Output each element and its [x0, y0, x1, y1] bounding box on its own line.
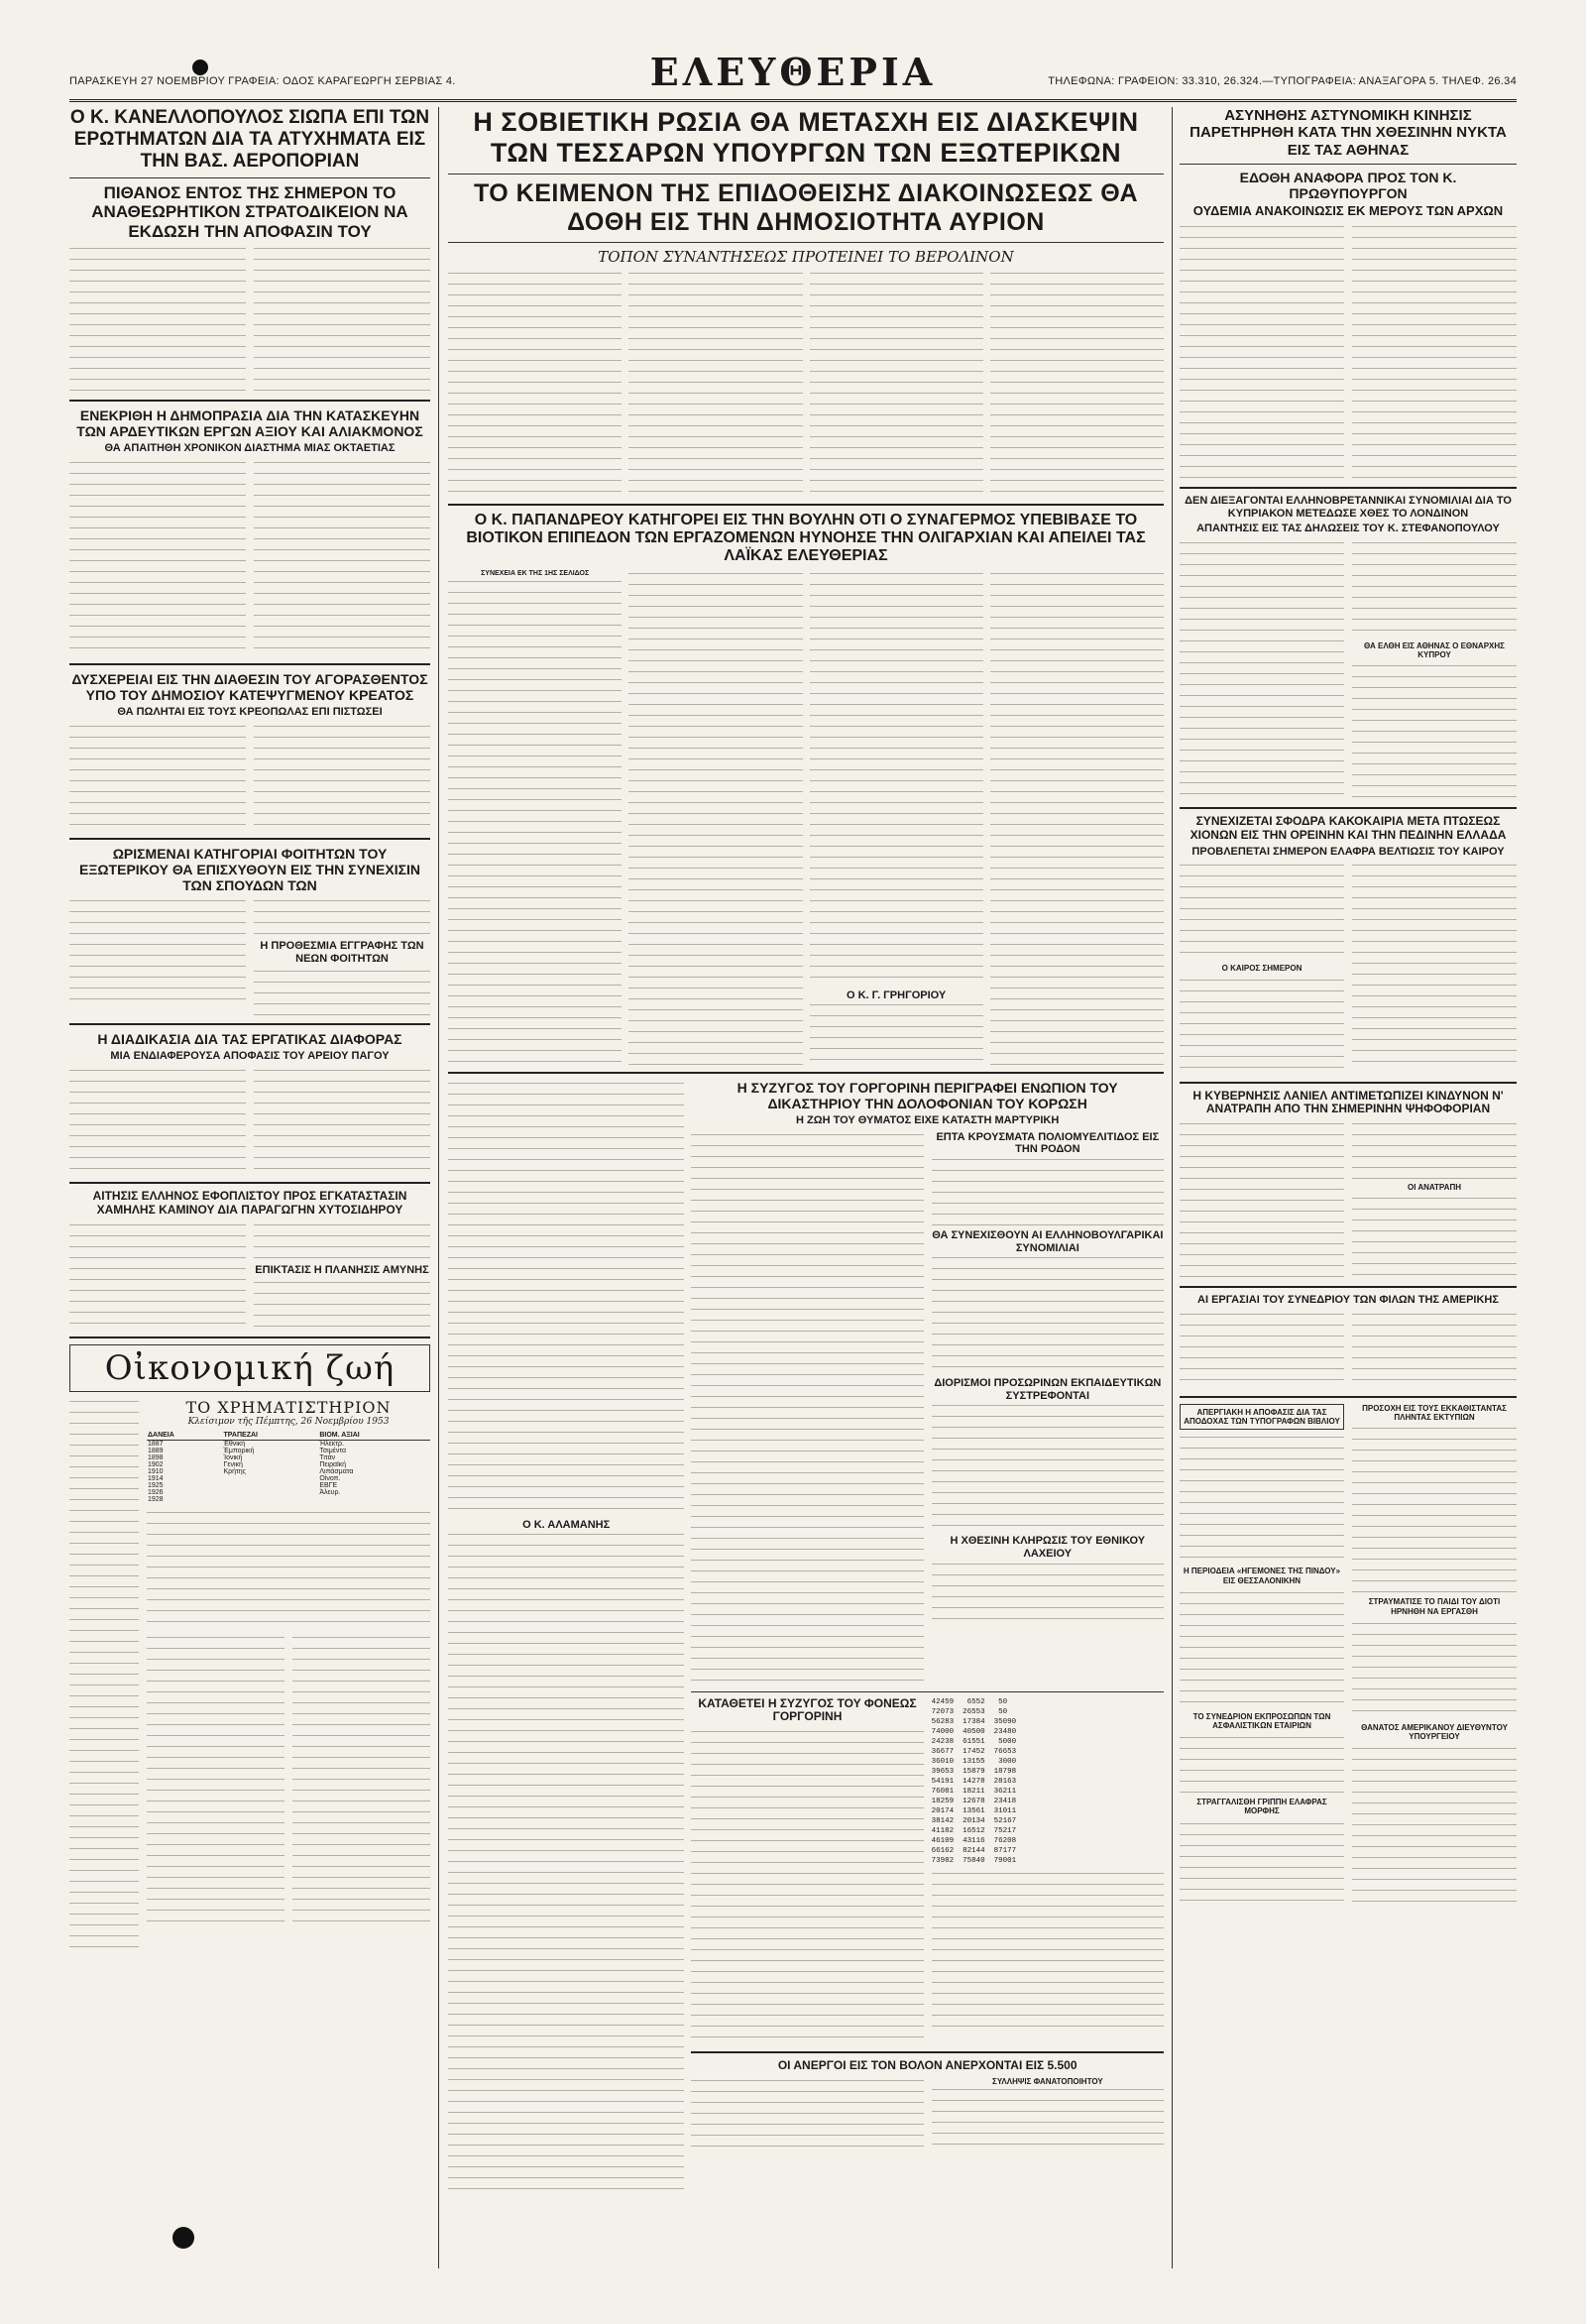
economic-section [69, 1344, 430, 1392]
headline-cyprus: ΔΕΝ ΔΙΕΞΑΓΟΝΤΑΙ ΕΛΛΗΝΟΒΡΕΤΑΝΝΙΚΑΙ ΣΥΝΟΜΙΛΙΑΙ ΔΙΑ ΤΟ ΚΥΠΡΙΑΚΟΝ ΜΕΤΕΔΩΣΕ ΧΘΕΣ ΤΟ ΛΟΝΔΙΝΟΝ [1185, 494, 1512, 520]
article-text [448, 578, 622, 1064]
article-text [1352, 1425, 1517, 1593]
table-cell: 1910 [148, 1467, 164, 1475]
table-cell: Τιτάν [319, 1453, 336, 1461]
subheadline-berlin: ΤΟΠΟΝ ΣΥΝΑΝΤΗΣΕΩΣ ΠΡΟΤΕΙΝΕΙ ΤΟ ΒΕΡΟΛΙΝΟΝ [598, 247, 1014, 266]
table-cell: Γενική [223, 1460, 243, 1468]
subheadline-court: ΠΙΘΑΝΟΣ ΕΝΤΟΣ ΤΗΣ ΣΗΜΕΡΟΝ ΤΟ ΑΝΑΘΕΩΡΗΤΙΚΟΝ ΣΤΡΑΤΟΔΙΚΕΙΟΝ ΝΑ ΕΚΔΩΣΗ ΤΗΝ ΑΠΟΦΑΣΙΝ ΤΟΥ [91, 182, 408, 241]
headline-students: ΩΡΙΣΜΕΝΑΙ ΚΑΤΗΓΟΡΙΑΙ ΦΟΙΤΗΤΩΝ ΤΟΥ ΕΞΩΤΕΡΙΚΟΥ ΘΑ ΕΠΙΣΧΥΘΟΥΝ ΕΙΣ ΤΗΝ ΣΥΝΕΧΙΣΙΝ ΤΩΝ ΣΠΟΥΔΩΝ ΤΩΝ [78, 845, 420, 894]
article-text [69, 1398, 139, 1953]
article-text [1352, 539, 1517, 639]
headline-irrigation: ΕΝΕΚΡΙΘΗ Η ΔΗΜΟΠΡΑΣΙΑ ΔΙΑ ΤΗΝ ΚΑΤΑΣΚΕΥΗΝ ΤΩΝ ΑΡΔΕΥΤΙΚΩΝ ΕΡΓΩΝ ΑΞΙΟΥ ΚΑΙ ΑΛΙΑΚΜΟΝΟΣ [76, 407, 423, 440]
table-cell: ΕΒΓΕ [319, 1481, 338, 1489]
laniel-subhead: ΟΙ ΑΝΑΤΡΑΠΗ [1408, 1183, 1461, 1193]
article-text [691, 1131, 923, 1686]
headline-pindos: Η ΠΕΡΙΟΔΕΙΑ «ΗΓΕΜΟΝΕΣ ΤΗΣ ΠΙΝΔΟΥ» ΕΙΣ ΘΕΣΣΑΛΟΝΙΚΗΝ [1183, 1567, 1341, 1585]
table-header: ΤΡΑΠΕΖΑΙ [222, 1431, 318, 1441]
table-cell: 1928 [148, 1495, 164, 1503]
left-column [69, 107, 430, 1953]
table-cell: Οἰνοπ. [319, 1474, 341, 1482]
headline-american-death: ΘΑΝΑΤΟΣ ΑΜΕΡΙΚΑΝΟΥ ΔΙΕΥΘΥΝΤΟΥ ΥΠΟΥΡΓΕΙΟΥ [1361, 1722, 1508, 1741]
masthead-date-line: ΠΑΡΑΣΚΕΥΗ 27 ΝΟΕΜΒΡΙΟΥ ΓΡΑΦΕΙΑ: ΟΔΟΣ ΚΑΡΑΓΕΩΡΓΗ ΣΕΡΒΙΑΣ 4. [69, 75, 456, 87]
article-text [1180, 1434, 1344, 1563]
table-cell: Ἰονική [223, 1453, 243, 1461]
article-text [69, 897, 246, 1006]
headline-flu: ΣΤΡΑΓΓΑΛΙΣΘΗ ΓΡΙΠΠΗ ΕΛΑΦΡΑΣ ΜΟΡΦΗΣ [1196, 1798, 1327, 1816]
table-cell: Κρήτης [223, 1467, 247, 1475]
article-text [292, 1634, 430, 1931]
article-text [254, 1221, 430, 1261]
article-text [1352, 1195, 1517, 1280]
article-text [69, 1221, 246, 1331]
article-text [1180, 977, 1344, 1076]
newspaper-title: ΕΛΕΥΘΕΡΙΑ [649, 50, 937, 94]
article-text [69, 245, 246, 394]
article-text [628, 570, 802, 1066]
continuation-label: ΣΥΝΕΧΕΙΑ ΕΚ ΤΗΣ 1ΗΣ ΣΕΛΙΔΟΣ [481, 569, 590, 577]
headline-papandreou: Ο Κ. ΠΑΠΑΝΔΡΕΟΥ ΚΑΤΗΓΟΡΕΙ ΕΙΣ ΤΗΝ ΒΟΥΛΗΝ ΟΤΙ Ο ΣΥΝΑΓΕΡΜΟΣ ΥΠΕΒΙΒΑΣΕ ΤΟ ΒΙΟΤΙΚΟΝ ΕΠΙΠΕΔΟΝ ΤΩΝ ΕΡΓΑΖΟΜΕΝΩΝ ΗΥΝΟΗΣΕ ΤΗΝ ΟΛΙΓΑΡΧΙΑΝ ΚΑΙ ΑΠΕΙΛΕΙ ΤΑΣ ΛΑΪΚΑΣ ΕΛΕΥΘΕΡΙΑΣ [466, 511, 1146, 565]
ink-blot [192, 59, 208, 75]
article-text [932, 1870, 1164, 2029]
article-text [69, 459, 246, 657]
headline-bad-weather: ΣΥΝΕΧΙΖΕΤΑΙ ΣΦΟΔΡΑ ΚΑΚΟΚΑΙΡΙΑ ΜΕΤΑ ΠΤΩΣΕΩΣ ΧΙΟΝΩΝ ΕΙΣ ΤΗΝ ΟΡΕΙΝΗΝ ΚΑΙ ΤΗΝ ΠΕΔΙΝΗΝ ΕΛΛΑΔΑ [1190, 814, 1507, 842]
byline-alamanis: Ο Κ. ΑΛΑΜΑΝΗΣ [522, 1518, 611, 1531]
article-text [810, 1001, 983, 1061]
table-cell: 1902 [148, 1460, 164, 1468]
table-cell: Ἐθνική [223, 1440, 246, 1448]
article-text [1352, 662, 1517, 801]
article-text [254, 1279, 430, 1329]
headline-warning-printers: ΠΡΟΣΟΧΗ ΕΙΣ ΤΟΥΣ ΕΚΚΑΘΙΣΤΑΝΤΑΣ ΠΛΗΝΤΑΣ ΕΚΤΥΠΙΩΝ [1362, 1404, 1507, 1423]
article-text [1180, 1820, 1344, 1910]
headline-soviet-russia: Η ΣΟΒΙΕΤΙΚΗ ΡΩΣΙΑ ΘΑ ΜΕΤΑΣΧΗ ΕΙΣ ΔΙΑΣΚΕΨΙΝ ΤΩΝ ΤΕΣΣΑΡΩΝ ΥΠΟΥΡΓΩΝ ΤΩΝ ΕΞΩΤΕΡΙΚΩΝ [473, 107, 1139, 169]
article-text [1180, 1589, 1344, 1708]
headline-frozen-meat: ΔΥΣΧΕΡΕΙΑΙ ΕΙΣ ΤΗΝ ΔΙΑΘΕΣΙΝ ΤΟΥ ΑΓΟΡΑΣΘΕΝΤΟΣ ΥΠΟ ΤΟΥ ΔΗΜΟΣΙΟΥ ΚΑΤΕΨΥΓΜΕΝΟΥ ΚΡΕΑΤΟΣ [71, 671, 428, 704]
article-text [932, 1402, 1164, 1531]
subheadline-stefanopoulos: ΑΠΑΝΤΗΣΙΣ ΕΙΣ ΤΑΣ ΔΗΛΩΣΕΙΣ ΤΟΥ Κ. ΣΤΕΦΑΝΟΠΟΥΛΟΥ [1196, 523, 1500, 535]
stock-table [147, 1431, 430, 1503]
article-text [932, 1561, 1164, 1620]
article-text [691, 2077, 923, 2156]
subheadline-irrigation: ΘΑ ΑΠΑΙΤΗΘΗ ΧΡΟΝΙΚΟΝ ΔΙΑΣΤΗΜΑ ΜΙΑΣ ΟΚΤΑΕΤΙΑΣ [104, 442, 396, 455]
table-header: ΔΑΝΕΙΑ [147, 1431, 222, 1441]
headline-labor-disputes: Η ΔΙΑΔΙΚΑΣΙΑ ΔΙΑ ΤΑΣ ΕΡΓΑΤΙΚΑΣ ΔΙΑΦΟΡΑΣ [97, 1031, 402, 1048]
article-text [810, 570, 983, 987]
center-column [448, 107, 1164, 2195]
headline-polio-rhodes: ΕΠΤΑ ΚΡΟΥΣΜΑΤΑ ΠΟΛΙΟΜΥΕΛΙΤΙΔΟΣ ΕΙΣ ΤΗΝ ΡΟΔΟΝ [936, 1130, 1160, 1156]
table-cell: 1926 [148, 1488, 164, 1496]
article-text [1352, 223, 1517, 481]
lottery-numbers: 42459 6552 50 72073 26553 50 56283 17384 35090 74000 40500 23480 24238 61551 5000 36677 17452 76653 36010 13155 3000 39653 15879 18798 54191 14278 28163 76081 18211 36211 18259 12678 23418 20174 13561 31011 38142 20134 52167 41182 16512 75217 46109 43116 76208 66162 82144 87177 73982 75840 79001 [931, 1697, 1017, 1865]
right-column [1180, 107, 1517, 1910]
headline-kanellopoulos: Ο Κ. ΚΑΝΕΛΛΟΠΟΥΛΟΣ ΣΙΩΠΑ ΕΠΙ ΤΩΝ ΕΡΩΤΗΜΑΤΩΝ ΔΙΑ ΤΑ ΑΤΥΧΗΜΑΤΑ ΕΙΣ ΤΗΝ ΒΑΣ. ΑΕΡΟΠΟΡΙΑΝ [69, 107, 430, 172]
article-text [810, 270, 983, 498]
article-text [254, 968, 430, 1017]
masthead [69, 50, 1517, 102]
article-text [448, 270, 622, 498]
article-text [254, 459, 430, 657]
article-text [254, 245, 430, 394]
article-text [1180, 862, 1344, 961]
byline-grigoriou: Ο Κ. Γ. ΓΡΗΓΟΡΙΟΥ [847, 988, 947, 1001]
table-cell: Ἠλεκτρ. [319, 1440, 344, 1448]
subheadline-registration: Η ΠΡΟΘΕΣΜΙΑ ΕΓΓΡΑΦΗΣ ΤΩΝ ΝΕΩΝ ΦΟΙΤΗΤΩΝ [260, 940, 424, 965]
headline-gorgorinis: Η ΣΥΖΥΓΟΣ ΤΟΥ ΓΟΡΓΟΡΙΝΗ ΠΕΡΙΓΡΑΦΕΙ ΕΝΩΠΙΟΝ ΤΟΥ ΔΙΚΑΣΤΗΡΙΟΥ ΤΗΝ ΔΟΛΟΦΟΝΙΑΝ ΤΟΥ ΚΟΡΩΣΗ [736, 1079, 1118, 1111]
headline-printers-strike: ΑΠΕΡΓΙΑΚΗ Η ΑΠΟΦΑΣΙΣ ΔΙΑ ΤΑΣ ΑΠΟΔΟΧΑΣ ΤΩΝ ΤΥΠΟΓΡΑΦΩΝ ΒΙΒΛΙΟΥ [1184, 1408, 1340, 1427]
economic-section-title: Οἰκονομική ζωή [104, 1347, 396, 1388]
table-cell: Τσιμέντα [319, 1447, 347, 1454]
table-cell: 1887 [148, 1440, 164, 1448]
subheadline-report: ΕΔΟΘΗ ΑΝΑΦΟΡΑ ΠΡΟΣ ΤΟΝ Κ. ΠΡΩΘΥΠΟΥΡΓΟΝ [1239, 169, 1457, 201]
subheadline-frozen-meat: ΘΑ ΠΩΛΗΤΑΙ ΕΙΣ ΤΟΥΣ ΚΡΕΟΠΩΛΑΣ ΕΠΙ ΠΙΣΤΩΣΕΙ [117, 706, 383, 719]
headline-lottery: Η ΧΘΕΣΙΝΗ ΚΛΗΡΩΣΙΣ ΤΟΥ ΕΘΝΙΚΟΥ ΛΑΧΕΙΟΥ [950, 1535, 1146, 1561]
table-cell: Πειραϊκή [319, 1460, 347, 1468]
headline-unemployed-volos: ΟΙ ΑΝΕΡΓΟΙ ΕΙΣ ΤΟΝ ΒΟΛΟΝ ΑΝΕΡΧΟΝΤΑΙ ΕΙΣ 5.500 [777, 2058, 1077, 2073]
headline-insurance-congress: ΤΟ ΣΥΝΕΔΡΙΟΝ ΕΚΠΡΟΣΩΠΩΝ ΤΩΝ ΑΣΦΑΛΙΣΤΙΚΩΝ ΕΤΑΙΡΙΩΝ [1192, 1711, 1331, 1730]
article-text [1352, 1620, 1517, 1719]
subheadline-areios-pagos: ΜΙΑ ΕΝΔΙΑΦΕΡΟΥΣΑ ΑΠΟΦΑΣΙΣ ΤΟΥ ΑΡΕΙΟΥ ΠΑΓΟΥ [110, 1050, 390, 1063]
article-text [69, 723, 246, 832]
article-text [254, 897, 430, 937]
article-text [932, 1254, 1164, 1373]
table-cell: 1898 [148, 1453, 164, 1461]
table-header: ΒΙΟΜ. ΑΞΙΑΙ [318, 1431, 430, 1441]
weather-today-label: Ο ΚΑΙΡΟΣ ΣΗΜΕΡΟΝ [1221, 964, 1303, 974]
article-text [628, 270, 802, 498]
article-text [448, 1531, 684, 2195]
ink-blot [172, 2227, 194, 2249]
article-text [1180, 1734, 1344, 1794]
article-text [147, 1634, 284, 1931]
article-text [448, 1080, 684, 1516]
article-text [932, 1156, 1164, 1225]
headline-arrest: ΣΥΛΛΗΨΙΣ ΦΑΝΑΤΟΠΟΙΗΤΟΥ [992, 2076, 1103, 2086]
subheadline-no-announcement: ΟΥΔΕΜΙΑ ΑΝΑΚΟΙΝΩΣΙΣ ΕΚ ΜΕΡΟΥΣ ΤΩΝ ΑΡΧΩΝ [1192, 202, 1504, 218]
headline-wife-testifies: ΚΑΤΑΘΕΤΕΙ Η ΣΥΖΥΓΟΣ ΤΟΥ ΦΟΝΕΩΣ ΓΟΡΓΟΡΙΝΗ [698, 1695, 917, 1724]
article-text [254, 723, 430, 832]
column-divider [438, 107, 439, 2268]
subheadline-defense: ΕΠΙΚΤΑΣΙΣ Η ΠΛΑΝΗΣΙΣ ΑΜΥΝΗΣ [255, 1263, 429, 1276]
article-text [932, 2086, 1164, 2151]
article-text [1352, 862, 1517, 1070]
table-cell: Λιπάσματα [319, 1467, 354, 1475]
article-text [1352, 1311, 1517, 1390]
article-text [691, 1728, 923, 2045]
subheadline-martyrdom: Η ΖΩΗ ΤΟΥ ΘΥΜΑΤΟΣ ΕΙΧΕ ΚΑΤΑΣΤΗ ΜΑΡΤΥΡΙΚΗ [796, 1113, 1060, 1126]
market-date: Κλείσιμον τῆς Πέμπτης, 26 Νοεμβρίου 1953 [187, 1416, 390, 1427]
table-cell: Ἐμπορική [223, 1447, 255, 1454]
market-title: ΤΟ ΧΡΗΜΑΤΙΣΤΗΡΙΟΝ [185, 1397, 392, 1417]
article-text [1352, 1120, 1517, 1180]
article-text [1352, 1745, 1517, 1904]
article-text [1180, 1120, 1344, 1279]
column-divider [1172, 107, 1173, 2268]
article-text [147, 1509, 430, 1628]
table-cell: 1889 [148, 1447, 164, 1454]
headline-friends-of-america: ΑΙ ΕΡΓΑΣΙΑΙ ΤΟΥ ΣΥΝΕΔΡΙΟΥ ΤΩΝ ΦΙΛΩΝ ΤΗΣ ΑΜΕΡΙΚΗΣ [1197, 1294, 1499, 1307]
strike-box [1180, 1404, 1344, 1430]
article-text [990, 270, 1164, 498]
article-text [990, 570, 1164, 1066]
headline-greek-bulgarian: ΘΑ ΣΥΝΕΧΙΣΘΟΥΝ ΑΙ ΕΛΛΗΝΟΒΟΥΛΓΑΡΙΚΑΙ ΣΥΝΟΜΙΛΙΑΙ [932, 1228, 1164, 1254]
headline-child-injured: ΣΤΡΑΥΜΑΤΙΣΕ ΤΟ ΠΑΙΔΙ ΤΟΥ ΔΙΟΤΙ ΗΡΝΗΘΗ ΝΑ ΕΡΓΑΣΘΗ [1368, 1597, 1501, 1616]
headline-teachers: ΔΙΟΡΙΣΜΟΙ ΠΡΟΣΩΡΙΝΩΝ ΕΚΠΑΙΔΕΥΤΙΚΩΝ ΣΥΣΤΡΕΦΟΝΤΑΙ [934, 1377, 1162, 1402]
article-text [254, 1067, 430, 1176]
subheadline-note-text: ΤΟ ΚΕΙΜΕΝΟΝ ΤΗΣ ΕΠΙΔΟΘΕΙΣΗΣ ΔΙΑΚΟΙΝΩΣΕΩΣ ΘΑ ΔΟΘΗ ΕΙΣ ΤΗΝ ΔΗΜΟΣΙΟΤΗΤΑ ΑΥΡΙΟΝ [473, 179, 1139, 236]
article-text [1180, 223, 1344, 481]
table-cell: 1925 [148, 1481, 164, 1489]
headline-police-activity: ΑΣΥΝΗΘΗΣ ΑΣΤΥΝΟΜΙΚΗ ΚΙΝΗΣΙΣ ΠΑΡΕΤΗΡΗΘΗ ΚΑΤΑ ΤΗΝ ΧΘΕΣΙΝΗΝ ΝΥΚΤΑ ΕΙΣ ΤΑΣ ΑΘΗΝΑΣ [1190, 107, 1507, 159]
headline-shipowner: ΑΙΤΗΣΙΣ ΕΛΛΗΝΟΣ ΕΦΟΠΛΙΣΤΟΥ ΠΡΟΣ ΕΓΚΑΤΑΣΤΑΣΙΝ ΧΑΜΗΛΗΣ ΚΑΜΙΝΟΥ ΔΙΑ ΠΑΡΑΓΩΓΗΝ ΧΥΤΟΣΙΔΗΡΟΥ [92, 1189, 407, 1217]
article-text [1180, 1311, 1344, 1390]
table-cell: 1914 [148, 1474, 164, 1482]
table-cell: Ἀλευρ. [319, 1488, 341, 1496]
subheadline-weather-improvement: ΠΡΟΒΛΕΠΕΤΑΙ ΣΗΜΕΡΟΝ ΕΛΑΦΡΑ ΒΕΛΤΙΩΣΙΣ ΤΟΥ ΚΑΙΡΟΥ [1191, 845, 1505, 858]
subheadline-ethnarch: ΘΑ ΕΛΘΗ ΕΙΣ ΑΘΗΝΑΣ Ο ΕΘΝΑΡΧΗΣ ΚΥΠΡΟΥ [1364, 640, 1505, 659]
article-text [69, 1067, 246, 1176]
masthead-contact-line: ΤΗΛΕΦΩΝΑ: ΓΡΑΦΕΙΟΝ: 33.310, 26.324.—ΤΥΠΟΓΡΑΦΕΙΑ: ΑΝΑΞΑΓΟΡΑ 5. ΤΗΛΕΦ. 26.34 [1048, 75, 1517, 87]
newspaper-page [69, 50, 1517, 2280]
headline-laniel: Η ΚΥΒΕΡΝΗΣΙΣ ΛΑΝΙΕΛ ΑΝΤΙΜΕΤΩΠΙΖΕΙ ΚΙΝΔΥΝΟΝ Ν' ΑΝΑΤΡΑΠΗ ΑΠΟ ΤΗΝ ΣΗΜΕΡΙΝΗΝ ΨΗΦΟΦΟΡΙΑΝ [1192, 1088, 1504, 1116]
article-text [1180, 539, 1344, 797]
